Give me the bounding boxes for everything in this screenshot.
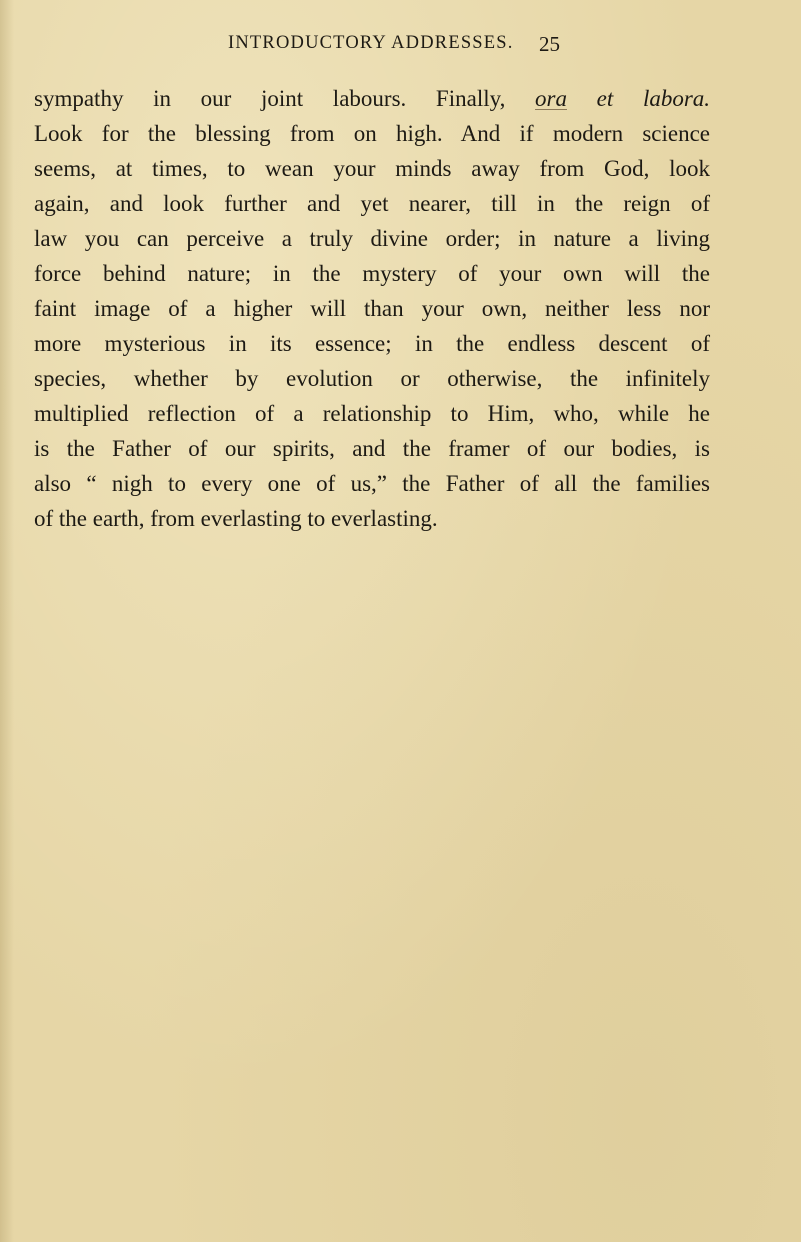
text-line	[34, 186, 710, 221]
text-line	[34, 221, 710, 256]
italic-phrase: et	[596, 86, 614, 111]
text-line	[34, 256, 710, 291]
text-segment: also “ nigh to every one of us,” the Father of all the families	[34, 471, 710, 496]
text-segment: Look for the blessing from on high. And if modern science	[34, 121, 710, 146]
text-line	[34, 361, 710, 396]
text-line	[34, 291, 710, 326]
running-head-title: INTRODUCTORY ADDRESSES.	[228, 33, 514, 53]
text-segment: of the earth, from everlasting to everlasting.	[34, 506, 438, 531]
text-segment	[613, 86, 643, 111]
page-edge-shading	[0, 0, 14, 1242]
text-line	[34, 466, 710, 501]
page-number: 25	[539, 32, 560, 56]
text-line	[34, 431, 710, 466]
italic-phrase: labora.	[642, 86, 711, 111]
text-segment: seems, at times, to wean your minds away from God, look	[34, 156, 710, 181]
text-line	[34, 81, 710, 116]
text-segment: is the Father of our spirits, and the framer of our bodies, is	[34, 436, 710, 461]
text-segment: force behind nature; in the mystery of your own will the	[34, 261, 710, 286]
text-segment: again, and look further and yet nearer, till in the reign of	[34, 191, 710, 216]
text-segment: law you can perceive a truly divine order; in nature a living	[34, 226, 710, 251]
text-segment: sympathy in our joint labours. Finally,	[34, 86, 536, 111]
text-segment: faint image of a higher will than your own, neither less nor	[34, 296, 710, 321]
italic-phrase: ora	[535, 86, 567, 111]
text-line	[34, 501, 710, 536]
text-segment: species, whether by evolution or otherwise, the infinitely	[34, 366, 710, 391]
body-text	[34, 81, 710, 536]
text-segment: multiplied reflection of a relationship to Him, who, while he	[34, 401, 710, 426]
running-head	[0, 33, 801, 59]
text-line	[34, 326, 710, 361]
text-segment	[567, 86, 597, 111]
text-line	[34, 151, 710, 186]
text-segment: more mysterious in its essence; in the endless descent of	[34, 331, 710, 356]
text-line	[34, 116, 710, 151]
text-line	[34, 396, 710, 431]
